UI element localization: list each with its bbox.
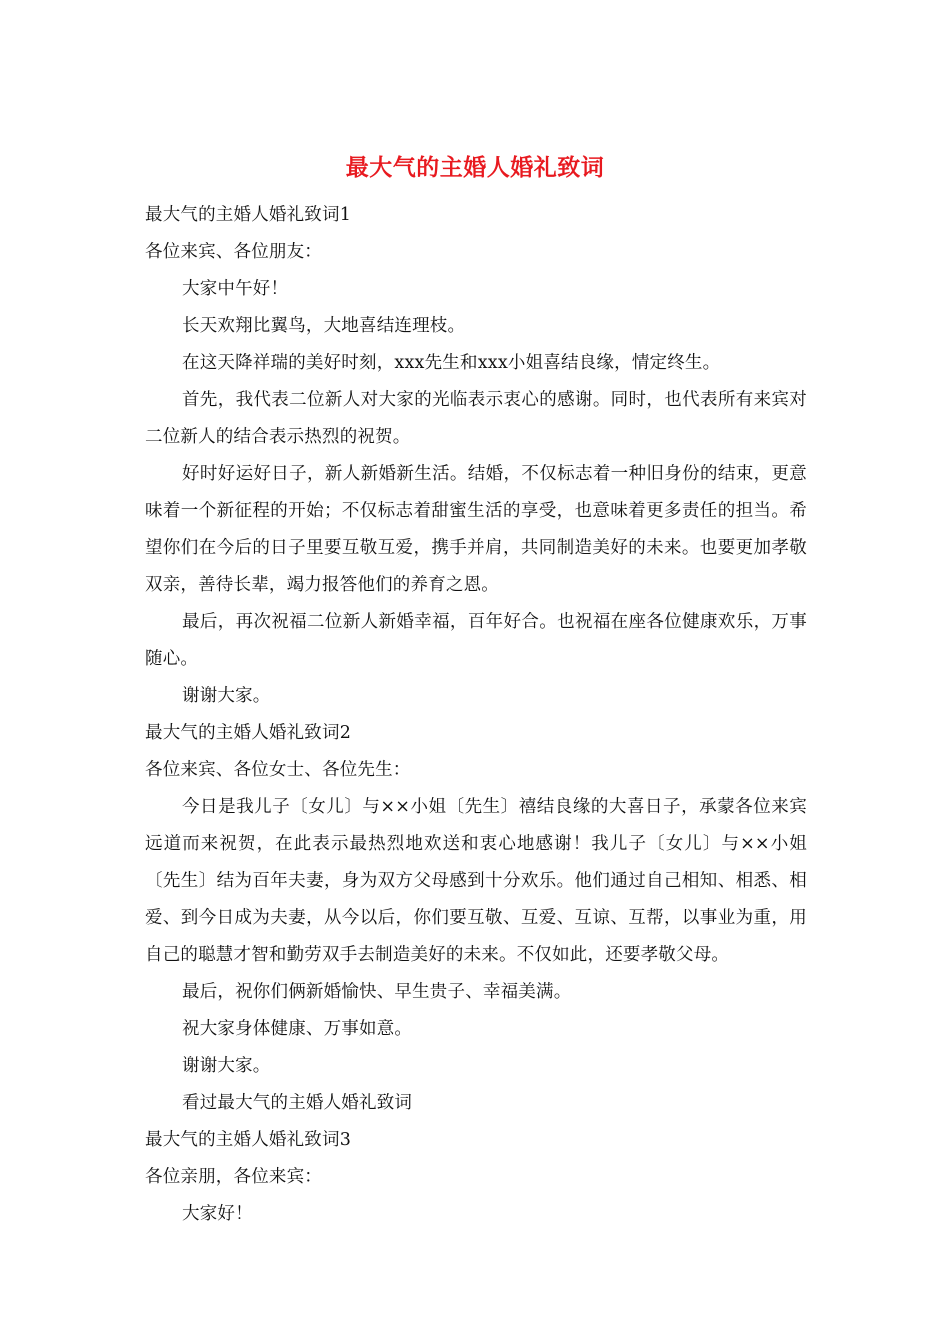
paragraph: 大家中午好！ [182, 279, 289, 299]
section-heading-3: 最大气的主婚人婚礼致词3 [145, 1130, 352, 1150]
salutation-3: 各位亲朋，各位来宾： [145, 1167, 322, 1187]
paragraph: 最后，祝你们俩新婚愉快、早生贵子、幸福美满。 [182, 982, 572, 1002]
salutation-2: 各位来宾、各位女士、各位先生： [145, 760, 411, 780]
paragraph: 在这天降祥瑞的美好时刻，xxx先生和xxx小姐喜结良缘，情定终生。 [182, 353, 721, 373]
paragraph: 好时好运好日子，新人新婚新生活。结婚，不仅标志着一种旧身份的结束，更意味着一个新征程的开始；不仅标志着甜蜜生活的享受，也意味着更多责任的担当。希望你们在今后的日子里要互敬互爱，携手并肩，共同制造美好的未来。也要更加孝敬双亲，善待长辈，竭力报答他们的养育之恩。 [145, 464, 807, 595]
salutation-1: 各位来宾、各位朋友： [145, 242, 322, 262]
paragraph: 看过最大气的主婚人婚礼致词 [182, 1093, 413, 1113]
paragraph: 祝大家身体健康、万事如意。 [182, 1019, 413, 1039]
document-title: 最大气的主婚人婚礼致词 [345, 154, 605, 181]
paragraph: 谢谢大家。 [182, 686, 271, 706]
paragraph: 长天欢翔比翼鸟，大地喜结连理枝。 [182, 316, 466, 336]
paragraph: 大家好！ [182, 1204, 253, 1224]
section-heading-1: 最大气的主婚人婚礼致词1 [145, 205, 352, 225]
paragraph: 最后，再次祝福二位新人新婚幸福，百年好合。也祝福在座各位健康欢乐，万事随心。 [145, 612, 807, 669]
paragraph: 谢谢大家。 [182, 1056, 271, 1076]
section-heading-2: 最大气的主婚人婚礼致词2 [145, 723, 352, 743]
document-body [145, 197, 807, 1233]
paragraph: 今日是我儿子〔女儿〕与××小姐〔先生〕禧结良缘的大喜日子，承蒙各位来宾远道而来祝贺，在此表示最热烈地欢送和衷心地感谢！我儿子〔女儿〕与××小姐〔先生〕结为百年夫妻，身为双方父母感到十分欢乐。他们通过自己相知、相悉、相爱、到今日成为夫妻，从今以后，你们要互敬、互爱、互谅、互帮，以事业为重，用自己的聪慧才智和勤劳双手去制造美好的未来。不仅如此，还要孝敬父母。 [145, 797, 807, 965]
paragraph: 首先，我代表二位新人对大家的光临表示衷心的感谢。同时，也代表所有来宾对二位新人的结合表示热烈的祝贺。 [145, 390, 807, 447]
